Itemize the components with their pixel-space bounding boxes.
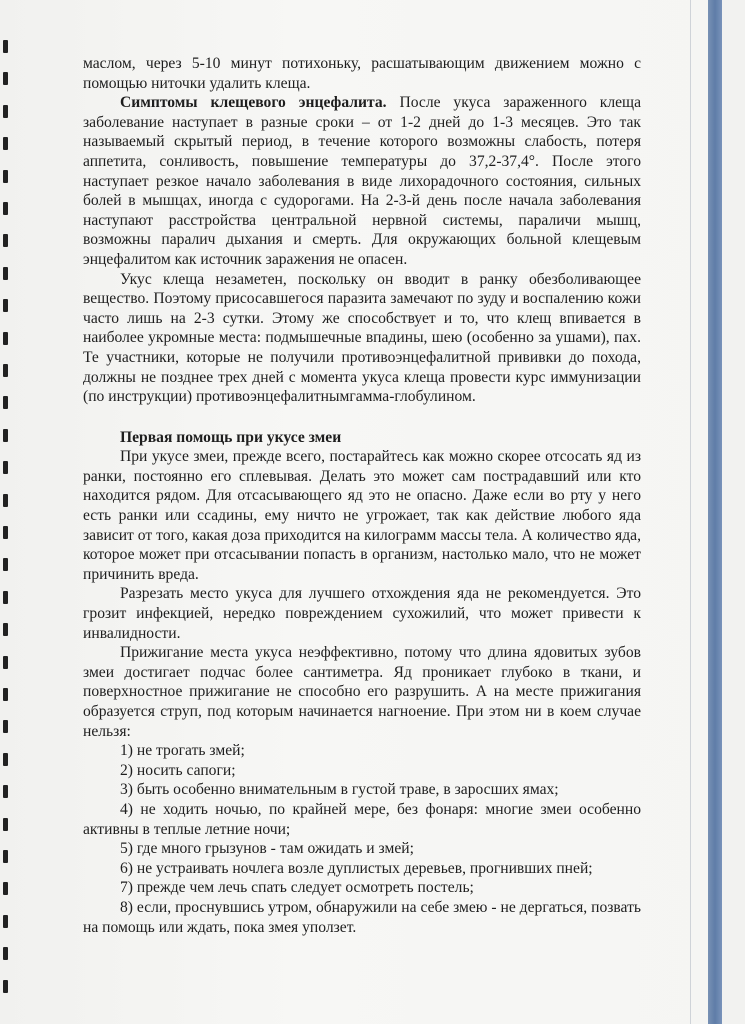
binding-hole	[3, 461, 8, 474]
binding-hole	[3, 558, 8, 571]
encephalitis-paragraph	[83, 93, 641, 269]
binding-hole	[3, 40, 8, 53]
binding-hole	[3, 364, 8, 377]
binding-hole	[3, 785, 8, 798]
binding-hole	[3, 818, 8, 831]
binding-hole	[3, 105, 8, 118]
page-edge-line	[690, 0, 691, 1024]
list-item: 5) где много грызунов - там ожидать и змей;	[120, 840, 414, 858]
snake-safety-list	[83, 741, 641, 937]
binding-hole	[3, 170, 8, 183]
document-body	[83, 54, 641, 937]
binding-hole	[3, 234, 8, 247]
snake-paragraph-1: При укусе змеи, прежде всего, постарайтесь как можно скорее отсосать яд из ранки, постоянно его сплевывая. Делать это может сам пострадавший или кто находится рядом. Для отсасывающего яд это не опасно. Даже если во рту у него есть ранки или ссадины, ему ничто не угрожает, так как действие любого яда зависит от того, какая доза приходится на килограмм массы тела. А количество яда, которое может при отсасывании попасть в организм, настолько мало, что не может причинить вреда.	[83, 448, 641, 583]
spiral-binding	[0, 40, 14, 1010]
list-item: 6) не устраивать ночлега возле дуплистых деревьев, прогнивших пней;	[120, 859, 593, 877]
binding-hole	[3, 494, 8, 507]
list-item: 3) быть особенно внимательным в густой траве, в заросших ямах;	[120, 781, 559, 799]
binding-hole	[3, 623, 8, 636]
binding-hole	[3, 720, 8, 733]
binding-hole	[3, 396, 8, 409]
encephalitis-text: После укуса зараженного клеща заболевание наступает в разные сроки – от 1-2 дней до 1-3 месяцев. Это так называемый скрытый период, в течение которого возможны слабость, потеря аппетита, сонливость, повышение температуры до 37,2-37,4°. После этого наступает резкое начало заболевания в виде лихорадочного состояния, сильных болей в мышцах, иногда с судорогами. На 2-3-й день после начала заболевания наступают расстройства центральной нервной системы, параличи мышц, возможны паралич дыхания и смерть. Для окружающих больной клещевым энцефалитом как источник заражения не опасен.	[83, 94, 641, 268]
binding-hole	[3, 526, 8, 539]
list-item: 8) если, проснувшись утром, обнаружили на себе змею - не дергаться, позвать на помощь или ждать, пока змея уползет.	[83, 898, 641, 936]
binding-hole	[3, 202, 8, 215]
binding-hole	[3, 947, 8, 960]
blue-edge-strip	[708, 0, 722, 1024]
binding-hole	[3, 753, 8, 766]
snake-paragraph-3: Прижигание места укуса неэффективно, потому что длина ядовитых зубов змеи достигает подчас более сантиметра. Яд проникает глубоко в ткани, и поверхностное прижигание не способно его разрушить. А на месте прижигания образуется струп, под которым начинается нагноение. При этом ни в коем случае нельзя:	[83, 644, 641, 740]
binding-hole	[3, 656, 8, 669]
binding-hole	[3, 980, 8, 993]
list-item: 7) прежде чем лечь спать следует осмотреть постель;	[120, 879, 474, 897]
encephalitis-heading: Симптомы клещевого энцефалита.	[120, 94, 387, 112]
binding-hole	[3, 429, 8, 442]
snake-bite-heading: Первая помощь при укусе змеи	[120, 428, 342, 446]
tick-bite-paragraph: Укус клеща незаметен, поскольку он вводит в ранку обезболивающее вещество. Поэтому присосавшегося паразита замечают по зуду и воспалению кожи часто лишь на 2-3 сутки. Этому же способствует и то, что клещ впивается в наиболее укромные места: подмышечные впадины, шею (особенно за ушами), пах. Те участники, которые не получили противоэнцефалитной прививки до похода, должны не позднее трех дней с момента укуса клеща провести курс иммунизации (по инструкции) противоэнцефалитнымгамма-глобулином.	[83, 270, 641, 406]
binding-hole	[3, 882, 8, 895]
binding-hole	[3, 299, 8, 312]
binding-hole	[3, 332, 8, 345]
intro-continuation: маслом, через 5-10 минут потихоньку, расшатывающим движением можно с помощью ниточки удалить клеща.	[83, 55, 641, 92]
binding-hole	[3, 850, 8, 863]
snake-paragraph-2: Разрезать место укуса для лучшего отхождения яда не рекомендуется. Это грозит инфекцией, нередко повреждением сухожилий, что может привести к инвалидности.	[83, 585, 641, 642]
right-margin	[722, 0, 745, 1024]
list-item: 1) не трогать змей;	[120, 742, 245, 760]
list-item: 4) не ходить ночью, по крайней мере, без фонаря: многие змеи особенно активны в теплые летние ночи;	[83, 800, 641, 838]
binding-hole	[3, 267, 8, 280]
binding-hole	[3, 915, 8, 928]
binding-hole	[3, 591, 8, 604]
binding-hole	[3, 137, 8, 150]
binding-hole	[3, 688, 8, 701]
list-item: 2) носить сапоги;	[120, 761, 236, 779]
binding-hole	[3, 72, 8, 85]
